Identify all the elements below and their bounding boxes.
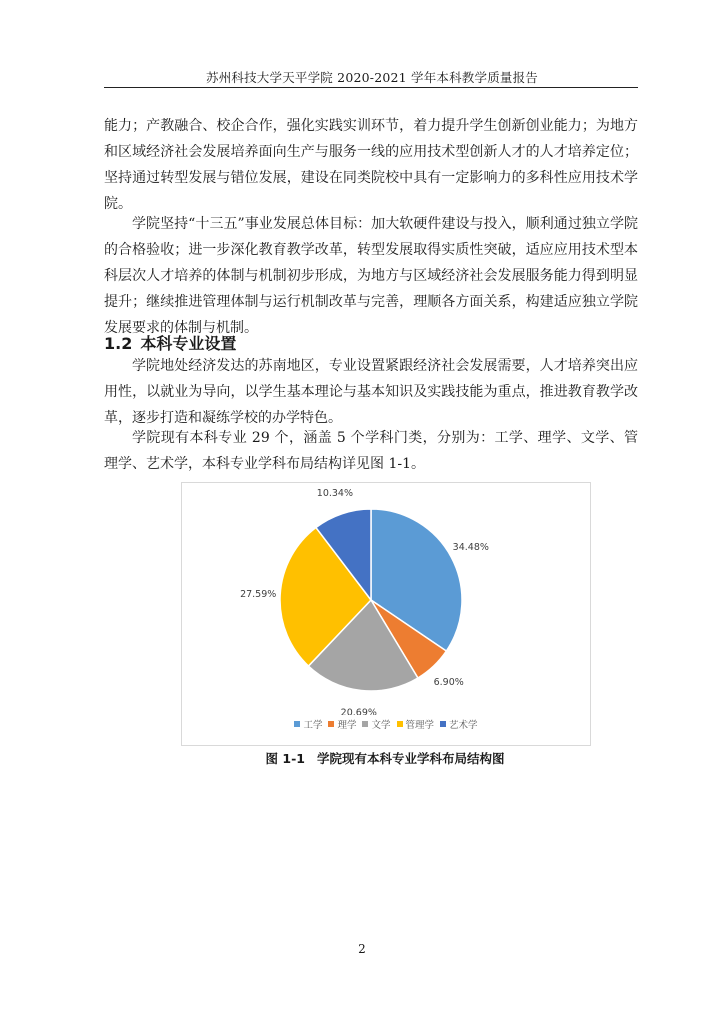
- pie-data-label-1: 34.48%: [452, 542, 489, 554]
- legend-label-5: 艺术学: [449, 720, 478, 731]
- section-number: 1.2: [104, 334, 133, 353]
- legend-item-1: [294, 717, 322, 731]
- legend-item-3: [362, 717, 390, 731]
- legend-swatch-5: [440, 721, 446, 727]
- legend-swatch-3: [362, 721, 368, 727]
- paragraph-1: 能力；产教融合、校企合作，强化实践实训环节，着力提升学生创新创业能力；为地方和区域经济社会发展培养面向生产与服务一线的应用技术型创新人才的人才培养定位；坚持通过转型发展与错位发展，建设在同类院校中具有一定影响力的多科性应用技术学院。: [104, 118, 638, 212]
- legend-item-4: [397, 717, 435, 731]
- header-rule: [104, 87, 638, 88]
- pie-chart: [182, 483, 590, 715]
- legend-swatch-4: [397, 721, 403, 727]
- legend-swatch-2: [328, 721, 334, 727]
- legend-label-2: 理学: [337, 720, 357, 731]
- legend-label-3: 文学: [371, 720, 391, 731]
- section-heading: [104, 331, 236, 354]
- page-number: 2: [358, 942, 366, 956]
- pie-data-label-4: 27.59%: [240, 588, 277, 600]
- legend-item-5: [440, 717, 478, 731]
- pie-data-label-3: 20.69%: [340, 707, 377, 715]
- figure-caption-text: 学院现有本科专业学科布局结构图: [316, 751, 505, 766]
- paragraph-2: 学院坚持“十三五”事业发展总体目标：加大软硬件建设与投入，顺利通过独立学院的合格验收；进一步深化教育教学改革，转型发展取得实质性突破，适应应用技术型本科层次人才培养的体制与机制初步形成，为地方与区域经济社会发展服务能力得到明显提升；继续推进管理体制与运行机制改革与完善，理顺各方面关系，构建适应独立学院发展要求的体制与机制。: [104, 216, 638, 336]
- paragraph-4: 学院现有本科专业 29 个，涵盖 5 个学科门类，分别为：工学、理学、文学、管理学、艺术学，本科专业学科布局结构详见图 1-1。: [104, 430, 638, 472]
- pie-chart-container: [181, 482, 591, 746]
- legend-swatch-1: [294, 721, 300, 727]
- figure-number: 图 1-1: [265, 751, 305, 766]
- pie-data-label-2: 6.90%: [433, 677, 464, 688]
- legend-label-1: 工学: [303, 720, 323, 731]
- legend-label-4: 管理学: [405, 720, 435, 731]
- pie-data-label-5: 10.34%: [316, 487, 354, 499]
- figure-caption: [181, 749, 589, 767]
- chart-legend: [182, 717, 590, 731]
- paragraph-3: 学院地处经济发达的苏南地区，专业设置紧跟经济社会发展需要，人才培养突出应用性，以就业为导向，以学生基本理论与基本知识及实践技能为重点，推进教育教学改革，逐步打造和凝练学校的办学特色。: [104, 358, 638, 426]
- legend-item-2: [328, 717, 356, 731]
- section-title: 本科专业设置: [140, 334, 237, 353]
- page-header: 苏州科技大学天平学院 2020-2021 学年本科教学质量报告: [206, 70, 538, 85]
